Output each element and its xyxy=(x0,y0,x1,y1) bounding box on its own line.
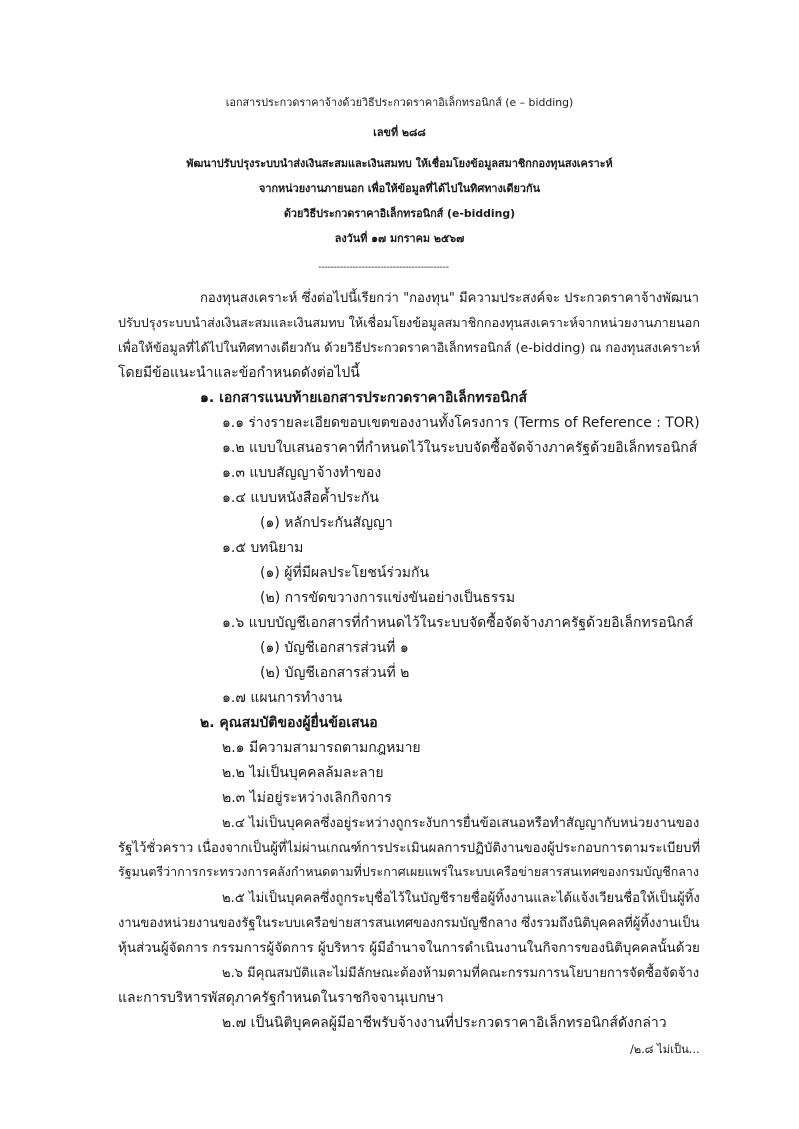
paragraph-line: ๒.๔ ไม่เป็นบุคคลซึ่งอยู่ระหว่างถูกระงับการยื่นข้อเสนอหรือทำสัญญากับหน่วยงานของ xyxy=(222,816,700,831)
section-1-heading: ๑. เอกสารแนบท้ายเอกสารประกวดราคาอิเล็กทรอนิกส์ xyxy=(200,390,528,406)
list-item: ๒.๑ มีความสามารถตามกฎหมาย xyxy=(222,740,421,756)
list-subitem: (๑) หลักประกันสัญญา xyxy=(260,515,393,531)
continuation-note: /๒.๘ ไม่เป็น... xyxy=(630,1043,700,1056)
paragraph-line: รัฐมนตรีว่าการกระทรวงการคลังกำหนดตามที่ประกาศเผยแพร่ในระบบเครือข่ายสารสนเทศของกรมบัญชีกลาง xyxy=(118,864,700,879)
paragraph-line: ๒.๗ เป็นนิติบุคคลผู้มีอาชีพรับจ้างงานที่ประกวดราคาอิเล็กทรอนิกส์ดังกล่าว xyxy=(222,1015,667,1031)
paragraph-line: งานของหน่วยงานของรัฐในระบบเครือข่ายสารสนเทศของกรมบัญชีกลาง ซึ่งรวมถึงนิติบุคคลที่ผู้ทิ้งงานเป็น xyxy=(118,916,700,931)
list-item: ๑.๑ ร่างรายละเอียดขอบเขตของงานทั้งโครงการ (Terms of Reference : TOR) xyxy=(222,415,700,431)
subject-line-1: พัฒนาปรับปรุงระบบนำส่งเงินสะสมและเงินสมทบ ให้เชื่อมโยงข้อมูลสมาชิกกองทุนสงเคราะห์ xyxy=(186,157,613,170)
intro-line-1: กองทุนสงเคราะห์ ซึ่งต่อไปนี้เรียกว่า "กองทุน" มีความประสงค์จะ ประกวดราคาจ้างพัฒนา xyxy=(200,291,699,306)
subject-line-2: จากหน่วยงานภายนอก เพื่อให้ข้อมูลที่ได้ไปในทิศทางเดียวกัน xyxy=(258,182,541,195)
section-2-heading: ๒. คุณสมบัติของผู้ยื่นข้อเสนอ xyxy=(200,715,378,731)
paragraph-line: ๒.๕ ไม่เป็นบุคคลซึ่งถูกระบุชื่อไว้ในบัญชีรายชื่อผู้ทิ้งงานและได้แจ้งเวียนชื่อให้เป็นผู้ทิ้ง xyxy=(222,891,700,906)
paragraph-line: รัฐไว้ชั่วคราว เนื่องจากเป็นผู้ที่ไม่ผ่านเกณฑ์การประเมินผลการปฏิบัติงานของผู้ประกอบการตามระเบียบที่ xyxy=(118,841,701,856)
list-item: ๑.๕ บทนิยาม xyxy=(222,540,304,556)
paragraph-line: ๒.๖ มีคุณสมบัติและไม่มีลักษณะต้องห้ามตามที่คณะกรรมการนโยบายการจัดซื้อจัดจ้าง xyxy=(222,966,700,981)
list-item: ๑.๔ แบบหนังสือค้ำประกัน xyxy=(222,490,379,506)
list-subitem: (๑) ผู้ที่มีผลประโยชน์ร่วมกัน xyxy=(260,565,430,581)
list-subitem: (๒) บัญชีเอกสารส่วนที่ ๒ xyxy=(260,665,410,681)
intro-line-4: โดยมีข้อแนะนำและข้อกำหนดดังต่อไปนี้ xyxy=(118,365,360,381)
list-item: ๒.๒ ไม่เป็นบุคคลล้มละลาย xyxy=(222,765,384,781)
document-title: เอกสารประกวดราคาจ้างด้วยวิธีประกวดราคาอิเล็กทรอนิกส์ (e – bidding) xyxy=(225,96,574,109)
list-item: ๑.๖ แบบบัญชีเอกสารที่กำหนดไว้ในระบบจัดซื้อจัดจ้างภาครัฐด้วยอิเล็กทรอนิกส์ xyxy=(222,615,694,631)
list-item: ๑.๓ แบบสัญญาจ้างทำของ xyxy=(222,465,382,481)
list-item: ๑.๒ แบบใบเสนอราคาที่กำหนดไว้ในระบบจัดซื้อจัดจ้างภาครัฐด้วยอิเล็กทรอนิกส์ xyxy=(222,440,698,456)
intro-line-3: เพื่อให้ข้อมูลที่ได้ไปในทิศทางเดียวกัน ด้วยวิธีประกวดราคาอิเล็กทรอนิกส์ (e-bidding) ณ กองทุนสงเคราะห์ xyxy=(118,341,701,356)
list-item: ๒.๓ ไม่อยู่ระหว่างเลิกกิจการ xyxy=(222,790,392,806)
paragraph-line: หุ้นส่วนผู้จัดการ กรรมการผู้จัดการ ผู้บริหาร ผู้มีอำนาจในการดำเนินงานในกิจการของนิติบุคคลนั้นด้วย xyxy=(118,941,700,956)
header-separator: ------------------------------------------ xyxy=(318,262,449,273)
intro-line-2: ปรับปรุงระบบนำส่งเงินสะสมและเงินสมทบ ให้เชื่อมโยงข้อมูลสมาชิกกองทุนสงเคราะห์จากหน่วยงานภายนอก xyxy=(118,315,701,330)
list-item: ๑.๗ แผนการทำงาน xyxy=(222,690,343,706)
list-subitem: (๒) การขัดขวางการแข่งขันอย่างเป็นธรรม xyxy=(260,590,516,606)
subject-line-3: ด้วยวิธีประกวดราคาอิเล็กทรอนิกส์ (e-bidding) xyxy=(283,207,516,220)
document-date: ลงวันที่ ๑๗ มกราคม ๒๕๖๗ xyxy=(334,232,465,245)
list-subitem: (๑) บัญชีเอกสารส่วนที่ ๑ xyxy=(260,640,409,656)
document-number: เลขที่ ๒๘๘ xyxy=(373,126,426,139)
paragraph-line: และการบริหารพัสดุภาครัฐกำหนดในราชกิจจานุเบกษา xyxy=(118,990,444,1006)
